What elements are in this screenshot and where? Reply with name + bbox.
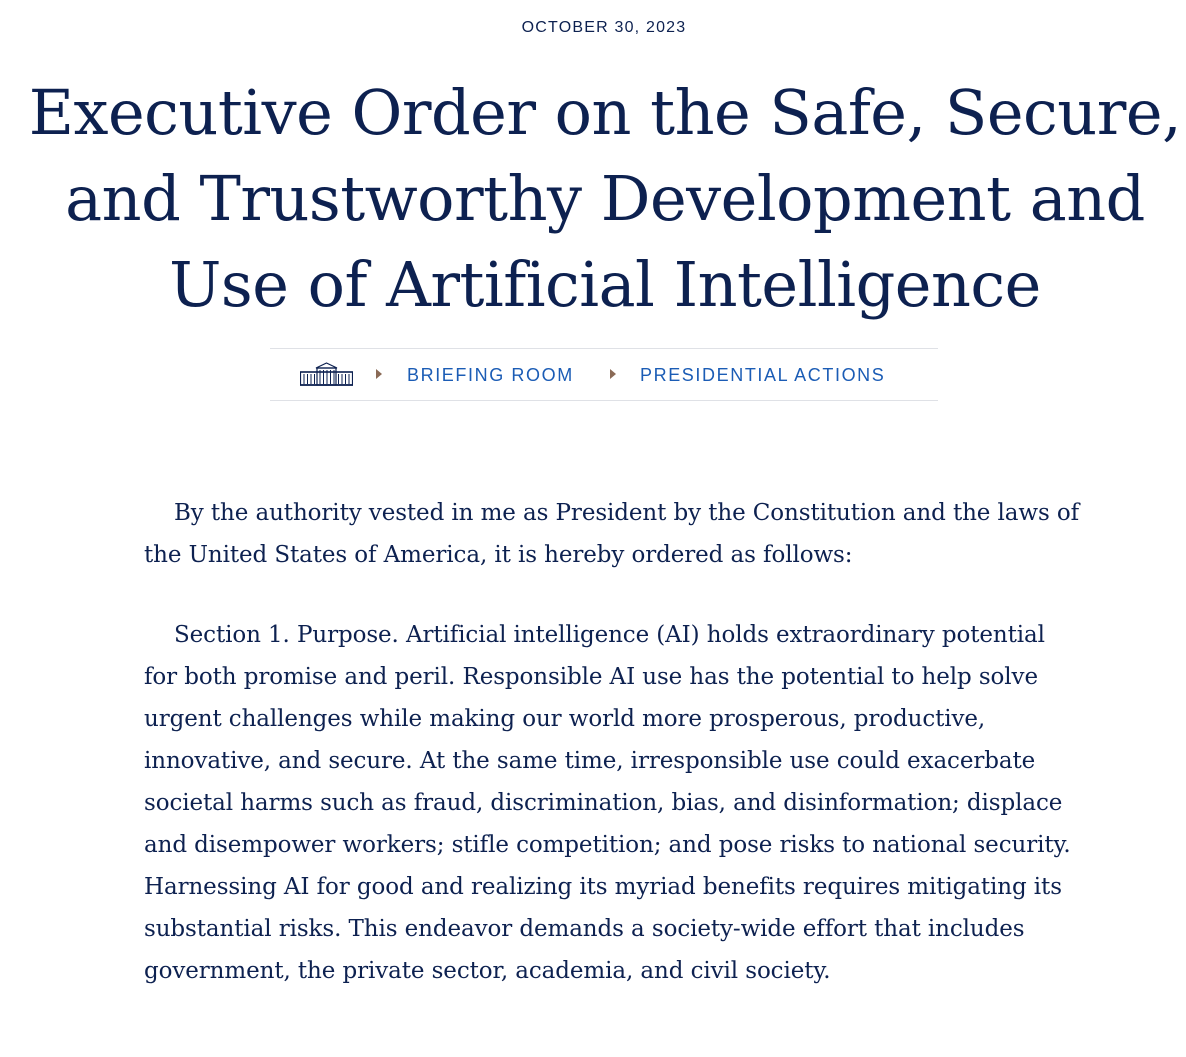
chevron-right-icon — [376, 369, 382, 379]
breadcrumb-briefing-room[interactable]: BRIEFING ROOM — [407, 365, 574, 385]
publish-date: OCTOBER 30, 2023 — [521, 19, 687, 36]
chevron-right-icon — [610, 369, 616, 379]
breadcrumb — [270, 348, 938, 401]
breadcrumb-presidential-actions[interactable]: PRESIDENTIAL ACTIONS — [640, 365, 886, 385]
page-title: Executive Order on the Safe, Secure, and Trustworthy Development and Use of Artificial Intelligence — [28, 76, 1182, 321]
intro-paragraph: By the authority vested in me as President by the Constitution and the laws of the United States of America, it is hereby ordered as follows: — [144, 500, 1080, 568]
article-body — [144, 492, 1084, 1030]
section-1-paragraph: Section 1. Purpose. Artificial intelligence (AI) holds extraordinary potential for both promise and peril. Responsible AI use has the potential to help solve urgent challenges while making our world more prosperous, productive, innovative, and secure. At the same time, irresponsible use could exacerbate societal harms such as fraud, discrimination, bias, and disinformation; displace and disempower workers; stifle competition; and pose risks to national security. Harnessing AI for good and realizing its myriad benefits requires mitigating its substantial risks. This endeavor demands a society-wide effort that includes government, the private sector, academia, and civil society. — [144, 622, 1071, 984]
white-house-icon[interactable] — [300, 362, 353, 386]
